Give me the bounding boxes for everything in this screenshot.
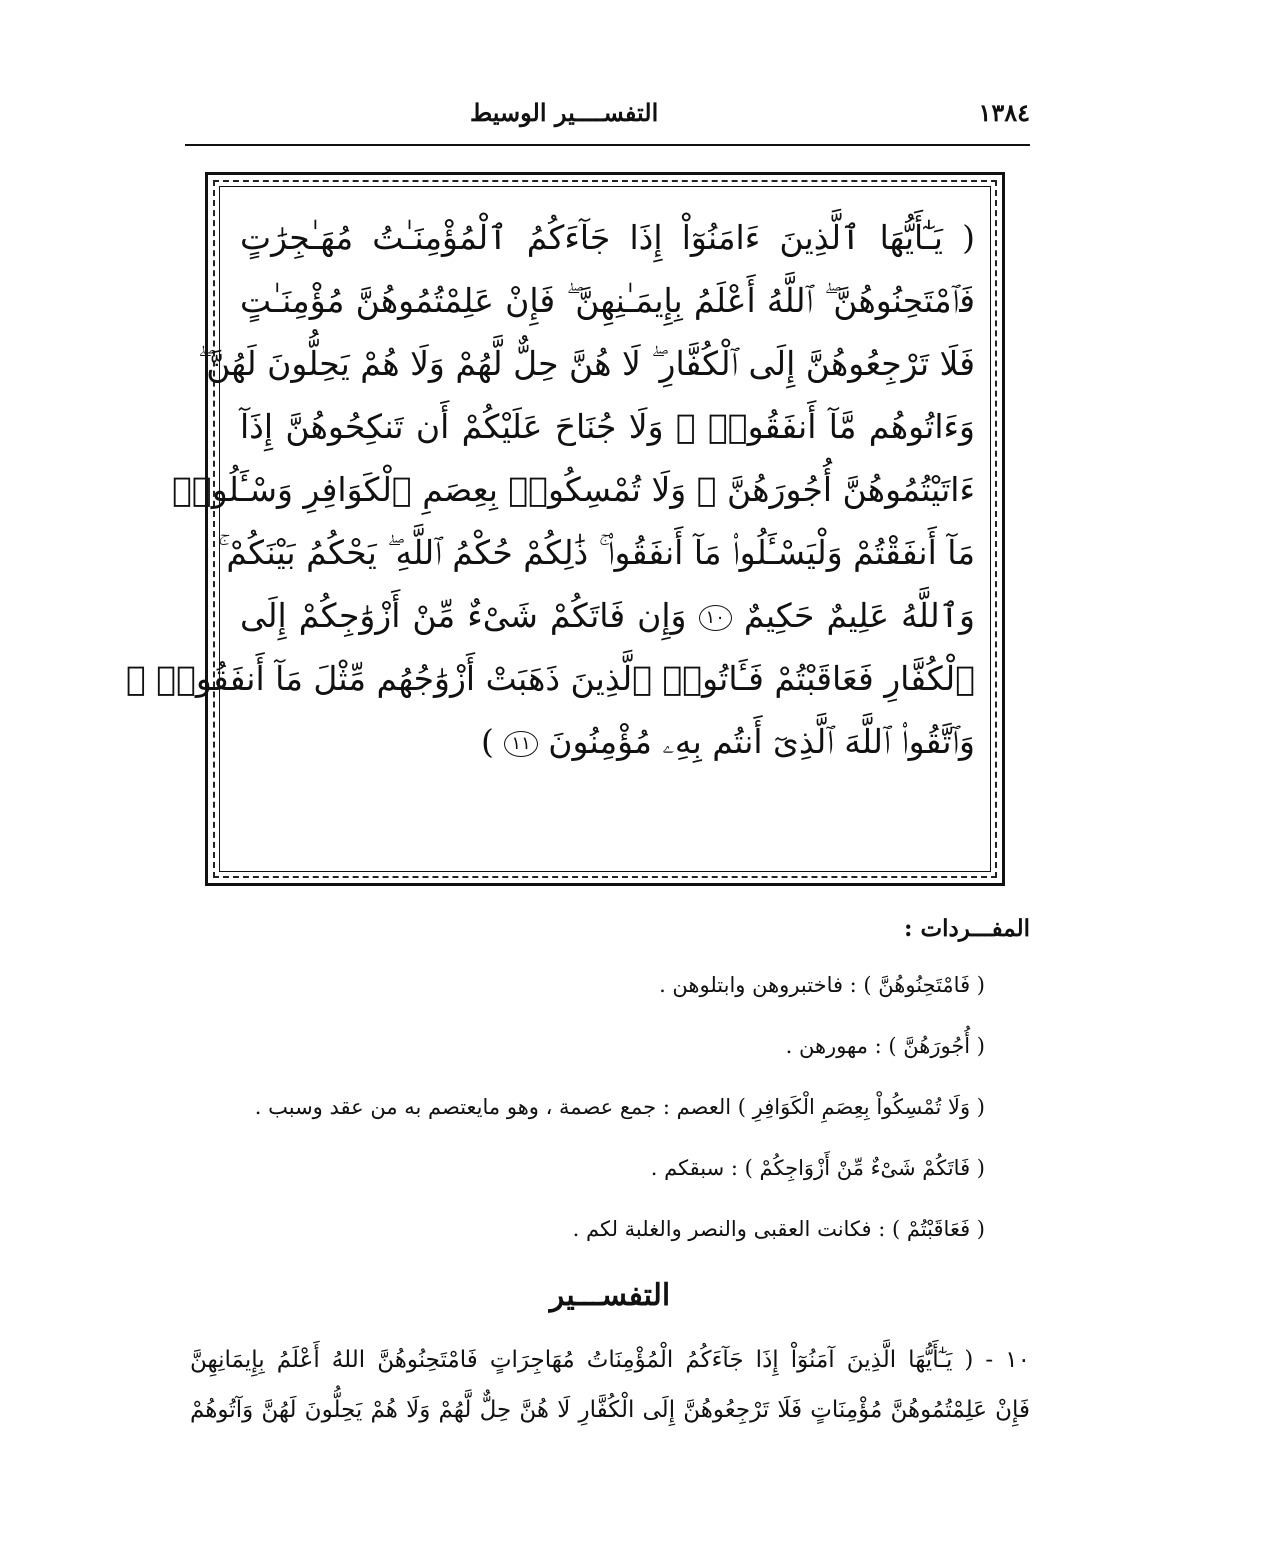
closing-bracket: ) <box>481 722 494 761</box>
verse-line: وَءَاتُوهُم مَّآ أَنفَقُوا۟ ۚ وَلَا جُنَاحَ عَلَيْكُمْ أَن تَنكِحُوهُنَّ إِذَآ <box>240 407 975 446</box>
verse-line: ( يَـٰٓأَيُّهَا ٱلَّذِينَ ءَامَنُوٓاْ إِذَا جَآءَكُمُ ٱلْمُؤْمِنَـٰتُ مُهَـٰجِرَٰتٍ <box>240 218 975 257</box>
vocabulary-list <box>190 965 985 1270</box>
vocabulary-item: ( وَلَا تُمْسِكُواْ بِعِصَمِ الْكَوَافِرِ ) العصم : جمع عصمة ، وهو مايعتصم به من عقد وسبب . <box>254 1095 985 1119</box>
vocabulary-item: ( فَعَاقَبْتُمْ ) : فكانت العقبى والنصر والغلبة لكم . <box>572 1217 985 1241</box>
verse-line: ٱلْكُفَّارِ فَعَاقَبْتُمْ فَـَٔاتُوا۟ ٱلَّذِينَ ذَهَبَتْ أَزْوَٰجُهُم مِّثْلَ مَآ أَنفَقُوا۟ ۚ <box>125 659 975 698</box>
vocabulary-item: ( فَاتَكُمْ شَىْءٌ مِّنْ أَزْوَاجِكُمْ ) : سبقكم . <box>650 1156 985 1180</box>
verse-text: وَٱللَّهُ عَلِيمٌ حَكِيمٌ <box>743 596 975 635</box>
ayah-number-marker: ١١ <box>504 731 537 757</box>
verse-line: فَٱمْتَحِنُوهُنَّ ۖ ٱللَّهُ أَعْلَمُ بِإِيمَـٰنِهِنَّ ۖ فَإِنْ عَلِمْتُمُوهُنَّ مُؤْمِنَـٰتٍ <box>240 281 975 320</box>
tafsir-heading: التفســـير <box>549 1278 671 1313</box>
vocabulary-item: ( أُجُورَهُنَّ ) : مهورهن . <box>785 1034 985 1058</box>
tafsir-line: ١٠ - ( يَـٰٓأَيُّهَا الَّذِينَ آمَنُوٓاْ إِذَا جَآءَكُمُ الْمُؤْمِنَاتُ مُهَاجِرَاتٍ فَامْتَحِنُوهُنَّ اللهُ أَعْلَمُ بِإِيمَانِهِنَّ <box>190 1347 1030 1373</box>
verse-line: ءَاتَيْتُمُوهُنَّ أُجُورَهُنَّ ۚ وَلَا تُمْسِكُوا۟ بِعِصَمِ ٱلْكَوَافِرِ وَسْـَٔلُوا۟ <box>172 470 975 509</box>
page-header <box>185 92 1030 132</box>
quran-verse-block <box>125 206 975 856</box>
running-title: التفســــير الوسيط <box>470 97 659 127</box>
tafsir-line: فَإِنْ عَلِمْتُمُوهُنَّ مُؤْمِنَاتٍ فَلَا تَرْجِعُوهُنَّ إِلَى الْكُفَّارِ لَا هُنَّ حِلٌّ لَّهُمْ وَلَا هُمْ يَحِلُّونَ لَهُنَّ وَآتُوهُمْ <box>190 1397 1030 1423</box>
verse-line: فَلَا تَرْجِعُوهُنَّ إِلَى ٱلْكُفَّارِ ۖ لَا هُنَّ حِلٌّ لَّهُمْ وَلَا هُمْ يَحِلُّونَ لَهُنَّ ۖ <box>197 344 975 383</box>
verse-text: وَإِن فَاتَكُمْ شَىْءٌ مِّنْ أَزْوَٰجِكُمْ إِلَى <box>240 596 687 635</box>
ayah-number-marker: ١٠ <box>699 605 732 631</box>
vocabulary-heading: المفـــردات : <box>903 915 1030 942</box>
verse-line <box>240 584 975 647</box>
header-rule <box>185 144 1030 146</box>
tafsir-body <box>190 1335 1030 1435</box>
page-number: ١٣٨٤ <box>978 97 1030 127</box>
verse-line <box>240 710 975 773</box>
verse-text: وَٱتَّقُوا۟ ٱللَّهَ ٱلَّذِىٓ أَنتُم بِهِۦ مُؤْمِنُونَ <box>548 722 975 761</box>
verse-line: مَآ أَنفَقْتُمْ وَلْيَسْـَٔلُوا۟ مَآ أَنفَقُوا۟ ۚ ذَٰلِكُمْ حُكْمُ ٱللَّهِ ۖ يَحْكُمُ بَيْنَكُمْ ۚ <box>218 533 975 572</box>
vocabulary-item: ( فَامْتَحِنُوهُنَّ ) : فاختبروهن وابتلوهن . <box>659 973 985 997</box>
